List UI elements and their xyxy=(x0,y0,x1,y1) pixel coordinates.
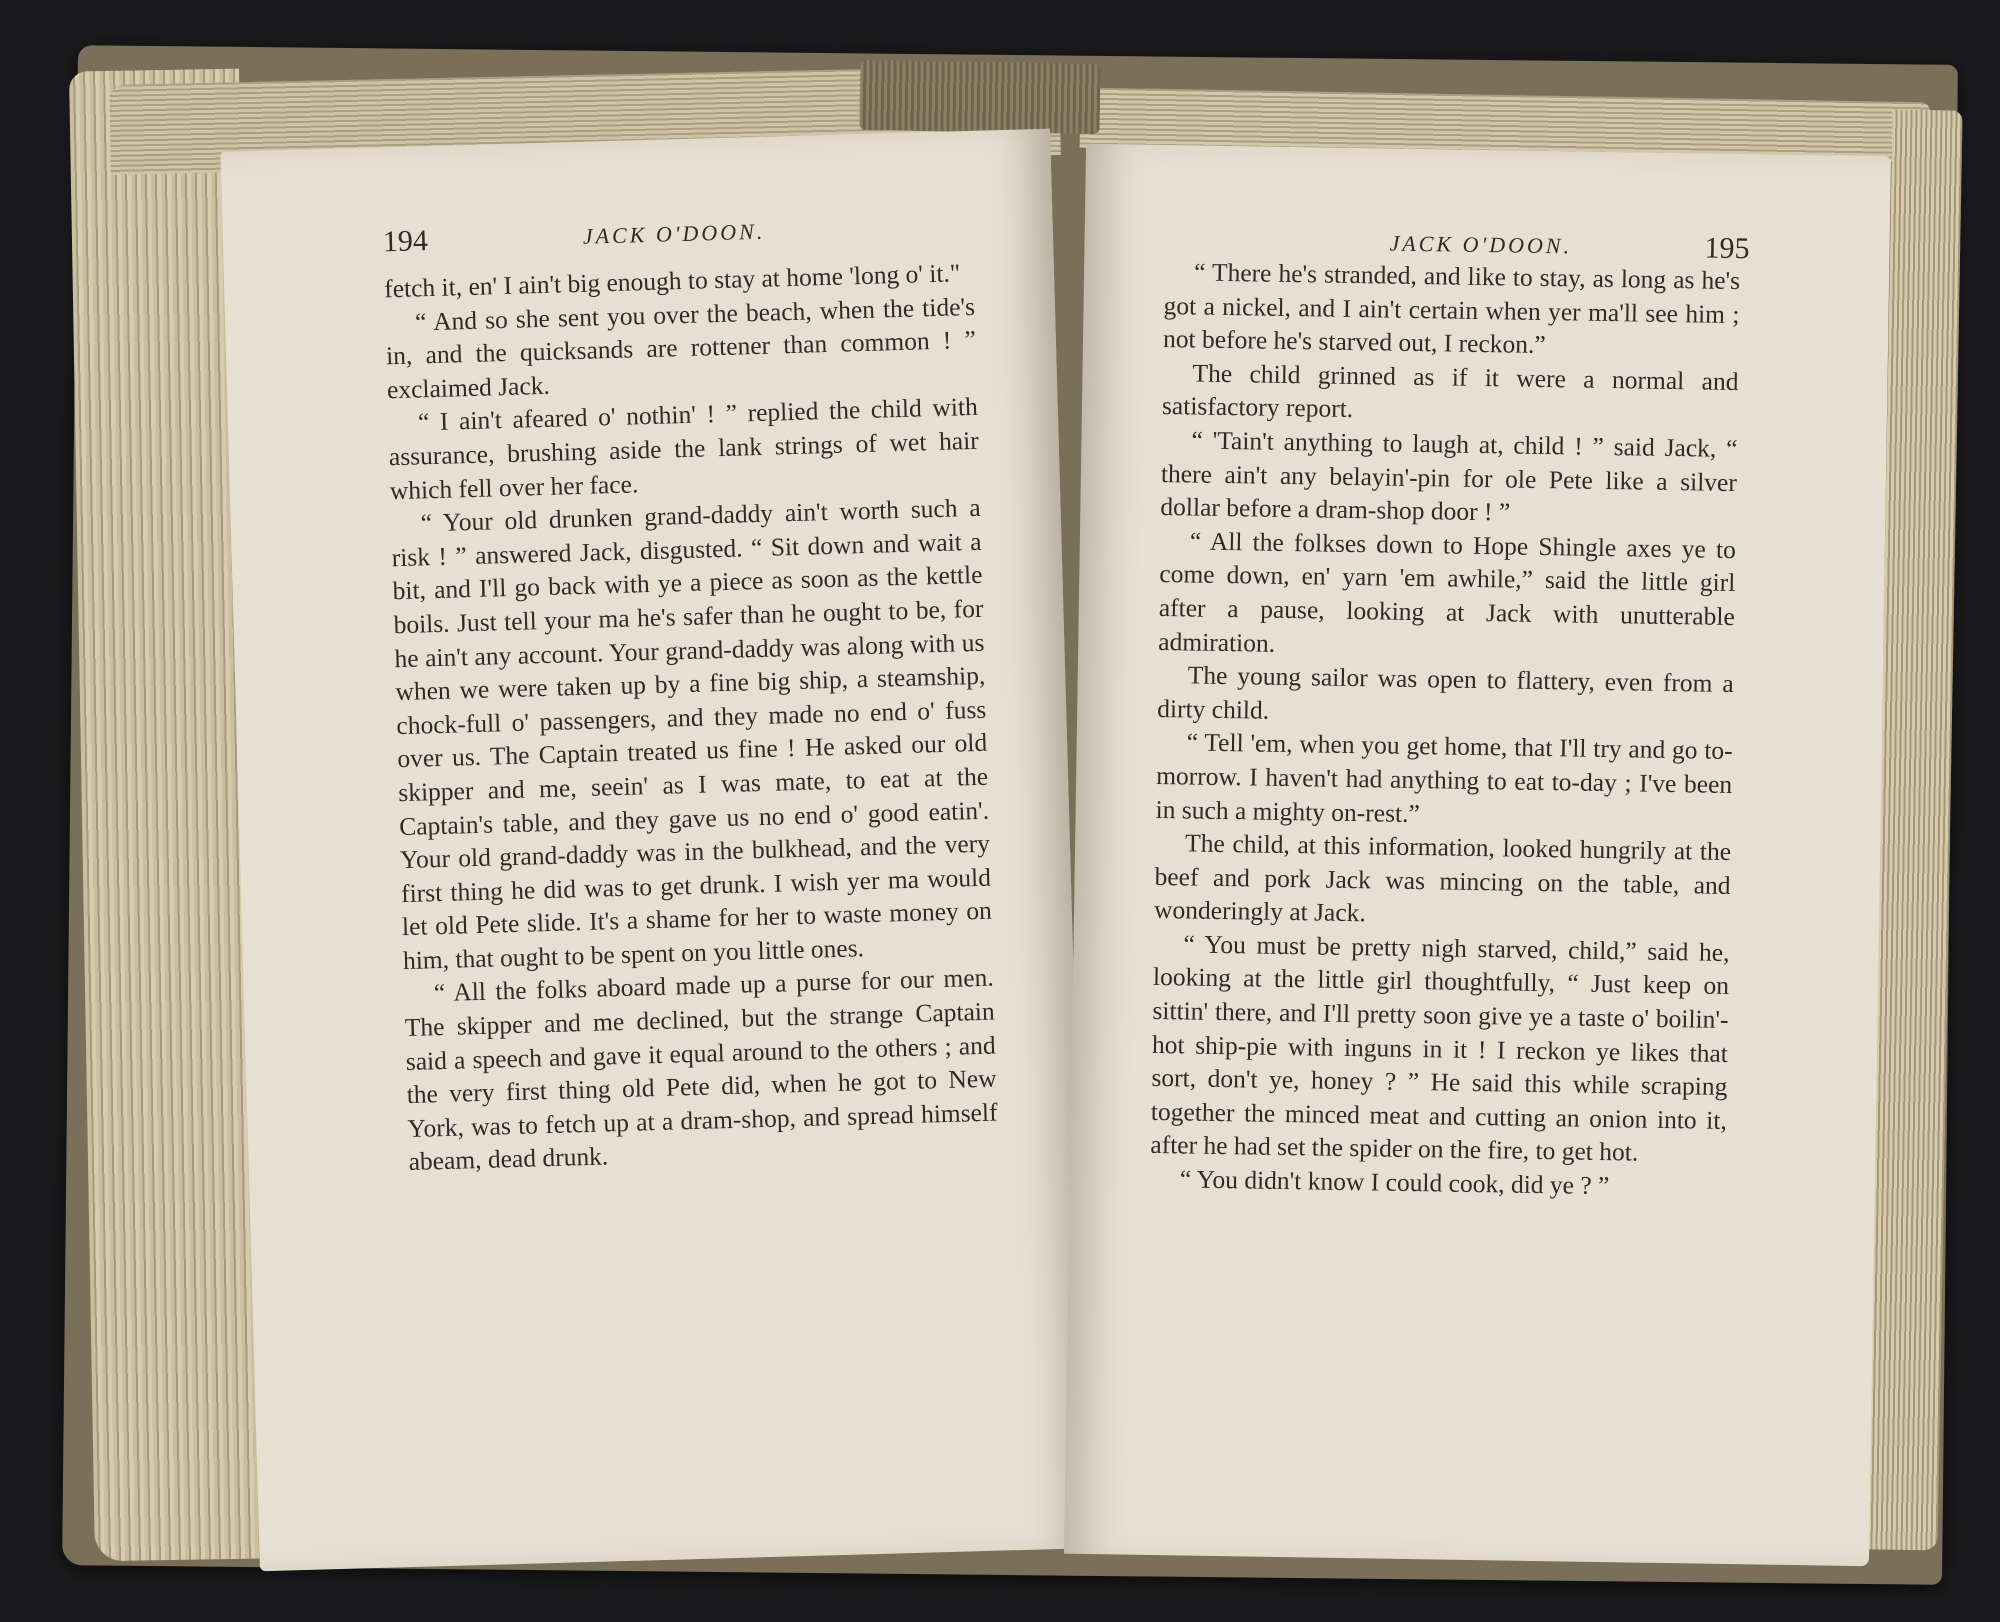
paragraph: “ Tell 'em, when you get home, that I'll try and go to-morrow. I haven't had anything to eat to-day ; I've been in such a mighty on-rest.” xyxy=(1155,727,1733,828)
page-number: 195 xyxy=(1704,231,1750,266)
left-page-text xyxy=(384,256,999,1179)
right-page-text xyxy=(1150,255,1741,1205)
paragraph: “ You must be pretty nigh starved, child,” said he, looking at the little girl thoughtfully, “ Just keep on sittin' there, and I'll pretty soon give ye a taste o' boilin'-hot ship-pie with inguns in it ! I reckon ye likes that sort, don't ye, honey ? ” He said this while scraping together the minced meat and cutting an onion into it, after he had set the spider on the fire, to get hot. xyxy=(1150,929,1730,1167)
left-page-header xyxy=(382,208,993,265)
paragraph: “ All the folkses down to Hope Shingle axes ye to come down, en' yarn 'em awhile,” said the little girl after a pause, looking at Jack with unutterable admiration. xyxy=(1158,526,1737,658)
paragraph: “ You didn't know I could cook, did ye ? ” xyxy=(1179,1164,1610,1201)
paragraph: The child grinned as if it were a normal and satisfactory report. xyxy=(1161,358,1739,424)
paragraph: “ I ain't afeared o' nothin' ! ” replied the child with assurance, brushing aside the lank strings of wet hair which fell over her face. xyxy=(388,392,980,505)
page-number: 194 xyxy=(382,224,429,259)
left-page xyxy=(220,129,1089,1572)
right-page xyxy=(1064,144,1891,1566)
book-spine xyxy=(859,60,1100,134)
paragraph: fetch it, en' I ain't big enough to stay at home 'long o' it." xyxy=(383,258,961,304)
paragraph: The child, at this information, looked hungrily at the beef and pork Jack was mincing on the table, and wonderingly at Jack. xyxy=(1153,828,1732,928)
running-title: JACK O'DOON. xyxy=(1389,230,1573,259)
paragraph: “ There he's stranded, and like to stay, as long as he's got a nickel, and I ain't certain when yer ma'll see him ; not before he's starved out, I reckon.” xyxy=(1162,257,1741,360)
paragraph: “ 'Tain't anything to laugh at, child ! ” said Jack, “ there ain't any belayin'-pin for ole Pete like a silver dollar before a dram-shop door ! ” xyxy=(1160,425,1738,527)
paragraph: “ All the folks aboard made up a purse for our men. The skipper and me declined, but the strange Captain said a speech and gave it equal around to the others ; and the very first thing old Pete did, when he got to New York, was to fetch up at a dram-shop, and spread himself abeam, dead drunk. xyxy=(404,963,998,1177)
paragraph: “ And so she sent you over the beach, when the tide's in, and the quicksands are rottener than common ! ” exclaimed Jack. xyxy=(385,291,977,405)
running-title: JACK O'DOON. xyxy=(582,218,766,249)
paragraph: The young sailor was open to flattery, even from a dirty child. xyxy=(1157,660,1734,725)
paragraph: “ Your old drunken grand-daddy ain't worth such a risk ! ” answered Jack, disgusted. “ Sit down and wait a bit, and I'll go back with ye a piece as soon as the kettle boils. Just tell your ma he's safer than he ought to be, for he ain't any account. Your grand-daddy was along with us when we were taken up by a fine big ship, a steamship, chock-full o' passengers, and they made no end o' fuss over us. The Captain treated us fine ! He asked our old skipper and me, seein' as I was mate, to eat at the Captain's table, and they gave us no end o' good eatin'. Your old grand-daddy was in the bulkhead, and the very first thing he did was to get drunk. I wish yer ma would let old Pete slide. It's a shame for her to waste money on him, that ought to be spent on you little ones. xyxy=(391,492,993,975)
